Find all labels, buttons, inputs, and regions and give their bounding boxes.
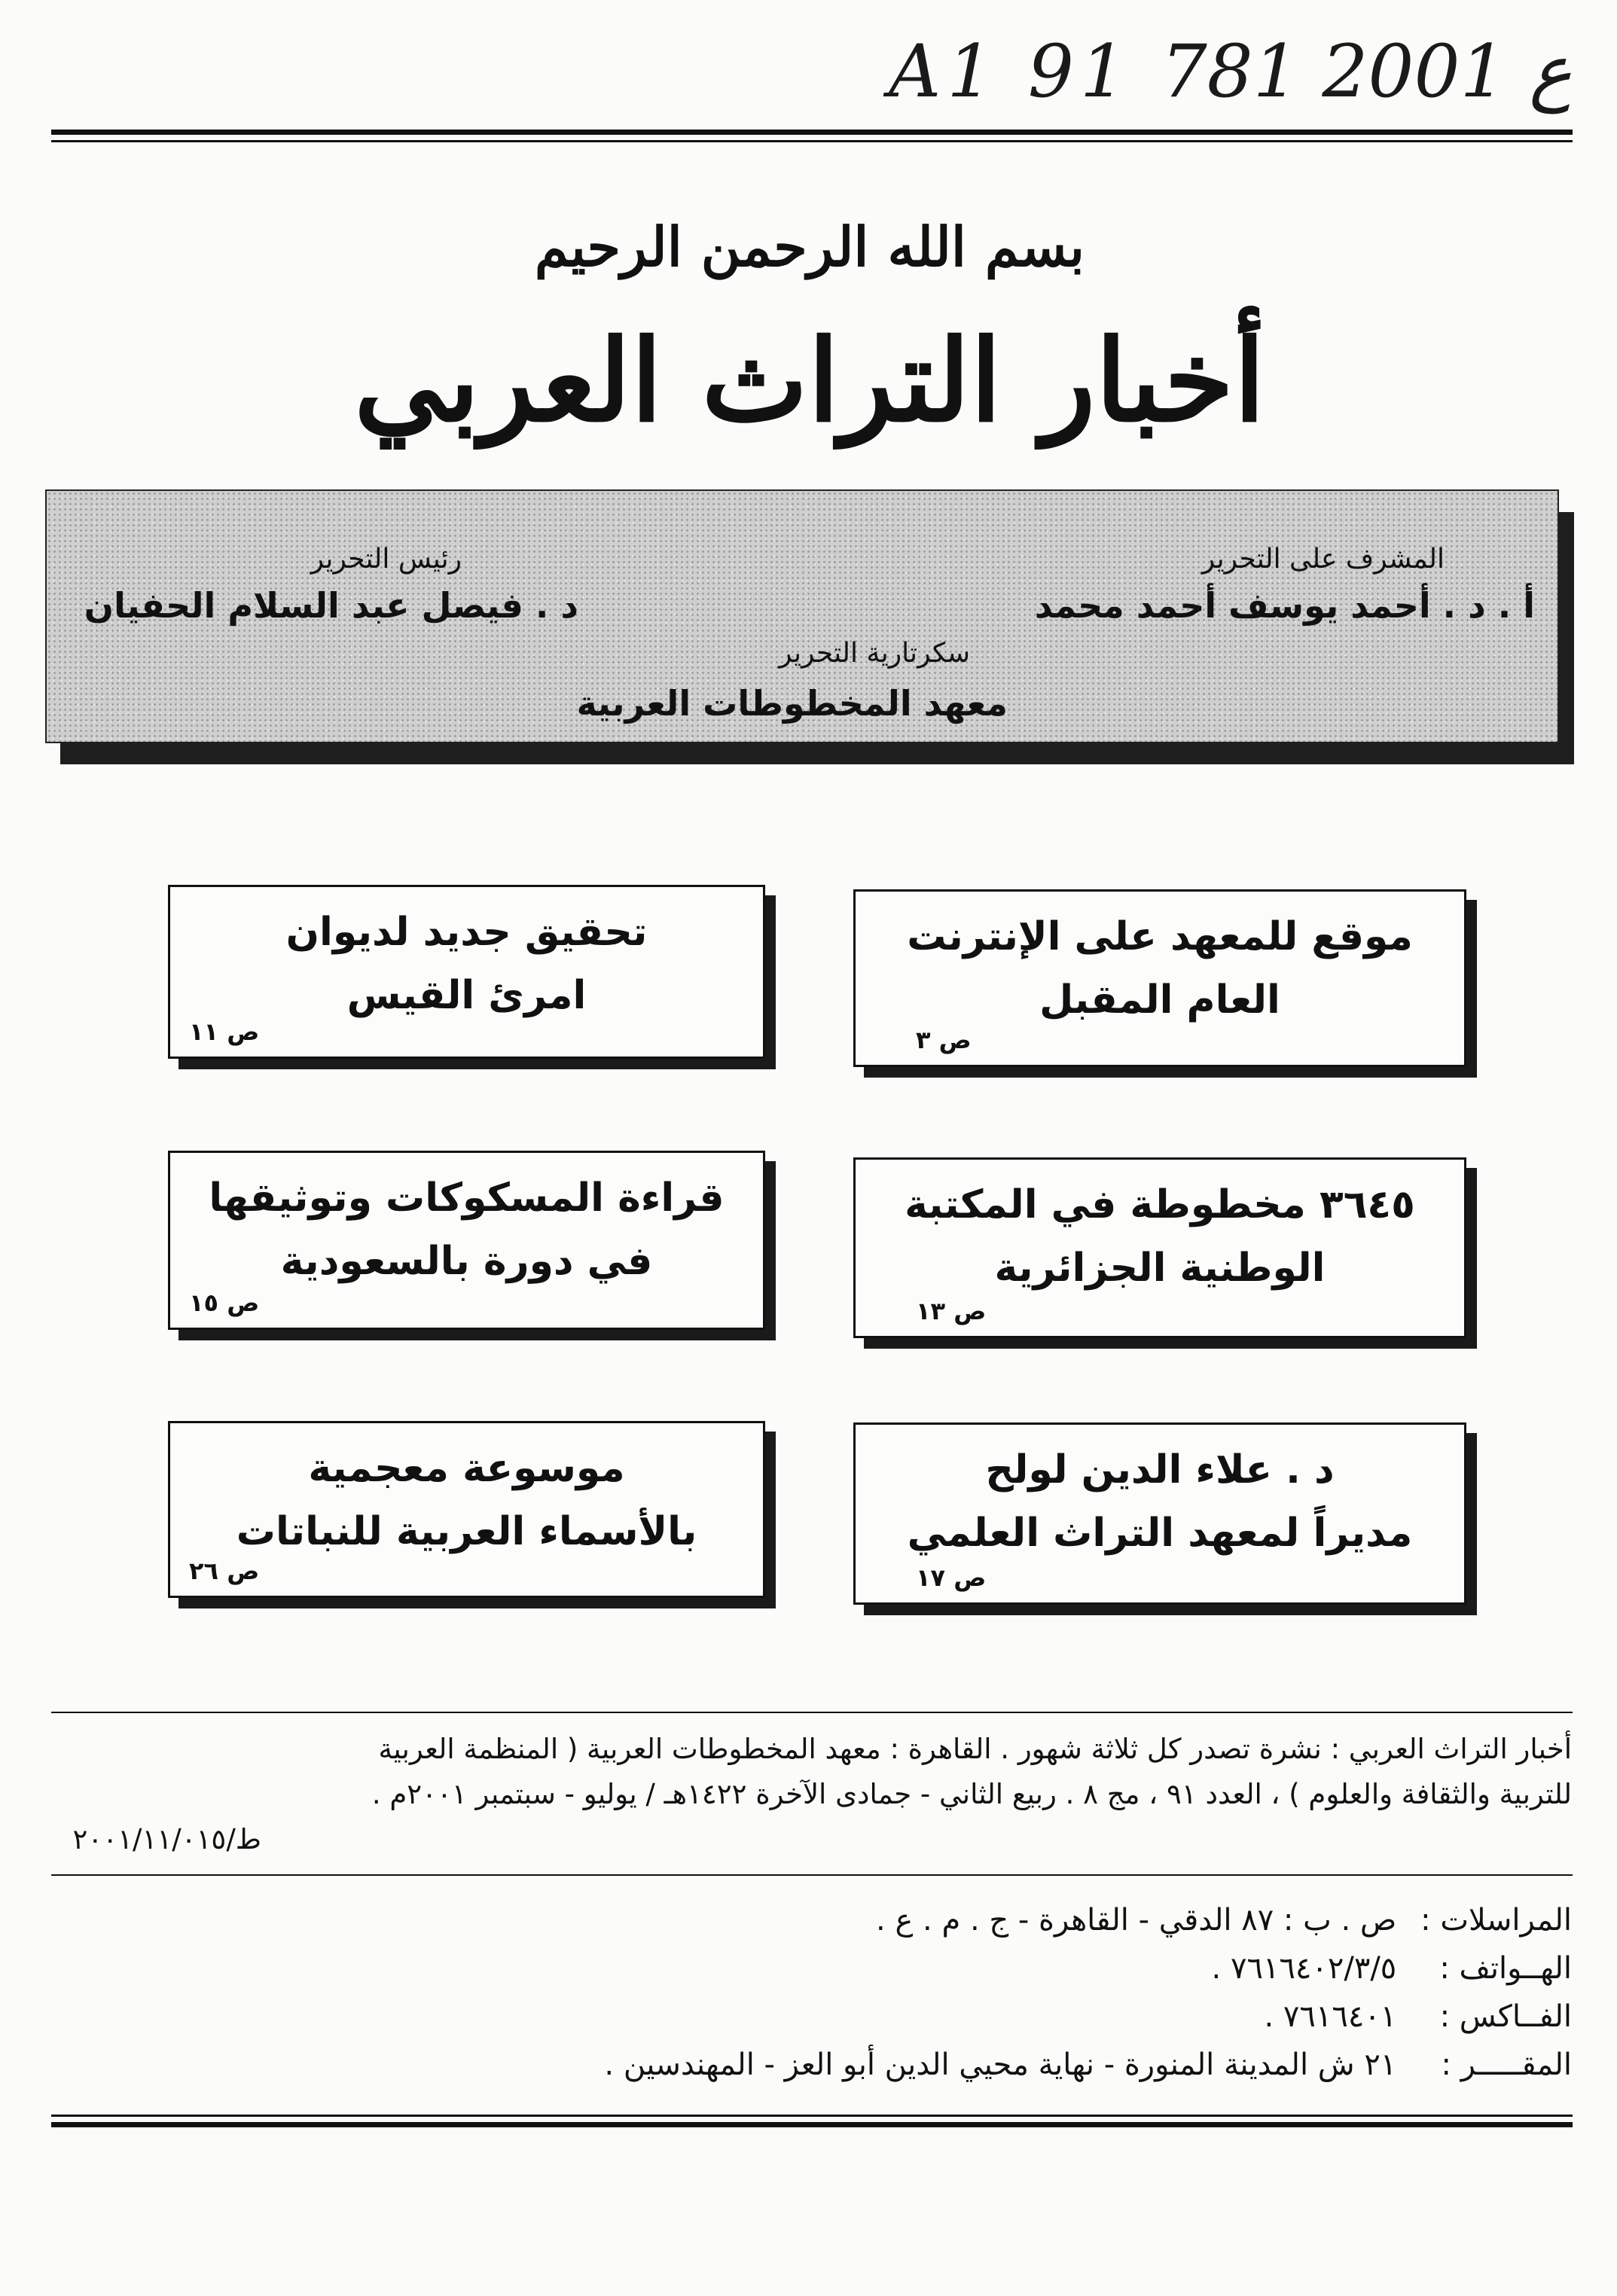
masthead-title: أخبار التراث العربي (354, 315, 1265, 447)
article-page: ص ١٣ (916, 1297, 987, 1325)
publication-info-line-2: للتربية والثقافة والعلوم ) ، العدد ٩١ ، مج ٨ . ربيع الثاني - جمادى الآخرة ١٤٢٢هـ / يوليو - سبتمبر ٢٠٠١م . (371, 1778, 1572, 1810)
article-title: ٣٦٤٥ مخطوطة في المكتبة الوطنية الجزائرية (905, 1182, 1415, 1291)
top-rule-thin (51, 140, 1573, 142)
contact-label: المراسلات : (1420, 1903, 1572, 1938)
article-box (168, 885, 765, 1059)
article-page: ص ١٧ (916, 1563, 987, 1592)
article-title: موقع للمعهد على الإنترنت العام المقبل (907, 914, 1413, 1023)
footer-rule-top (51, 1712, 1573, 1713)
contact-value: ٧٦١٦٤٠٢/٣/٥ . (1211, 1951, 1397, 1986)
publication-info-line-1: أخبار التراث العربي : نشرة تصدر كل ثلاثة شهور . القاهرة : معهد المخطوطات العربية ( المنظمة العربية (378, 1733, 1572, 1765)
secretariat-label: سكرتارية التحرير (779, 638, 970, 669)
article-box (853, 889, 1466, 1067)
article-page: ص ٢٦ (189, 1557, 260, 1585)
top-rule-thick (51, 130, 1573, 135)
contact-correspondence (876, 1898, 1572, 1943)
basmala: بسم الله الرحمن الرحيم (534, 215, 1085, 279)
editorial-box (45, 489, 1559, 743)
bottom-rule-thin (51, 2115, 1573, 2117)
article-box (168, 1151, 765, 1330)
supervisor-name: أ . د . أحمد يوسف أحمد محمد (1034, 585, 1535, 626)
article-title: تحقيق جديد لديوان امرئ القيس (285, 910, 648, 1018)
secretariat-name: معهد المخطوطات العربية (576, 683, 1008, 724)
supervisor-label: المشرف على التحرير (1201, 544, 1445, 575)
article-page: ص ٣ (916, 1026, 972, 1054)
contact-label: المقـــــر : (1441, 2047, 1572, 2082)
contact-value: ص . ب : ٨٧ الدقي - القاهرة - ج . م . ع . (876, 1903, 1397, 1938)
article-page: ص ١١ (189, 1017, 260, 1046)
contact-value: ٢١ ش المدينة المنورة - نهاية محيي الدين أبو العز - المهندسين . (604, 2047, 1397, 2082)
contact-value: ٧٦١٦٤٠١ . (1264, 1999, 1397, 2034)
article-page: ص ١٥ (189, 1288, 260, 1317)
article-box (168, 1421, 765, 1598)
publication-deposit-number: ط/٢٠٠١/١١/٠١٥ (72, 1823, 261, 1855)
handwritten-catalog-number: A1 91 ع 2001 781 (889, 29, 1573, 114)
article-box (853, 1422, 1466, 1605)
article-title: موسوعة معجمية بالأسماء العربية للنباتات (236, 1446, 697, 1554)
contact-fax (1264, 1994, 1572, 2039)
contact-address (604, 2042, 1572, 2087)
article-title: قراءة المسكوكات وتوثيقها في دورة بالسعودية (209, 1175, 725, 1284)
chief-editor-name: د . فيصل عبد السلام الحفيان (84, 585, 578, 626)
article-box (853, 1157, 1466, 1338)
footer-rule-middle (51, 1874, 1573, 1876)
chief-editor-label: رئيس التحرير (310, 544, 462, 575)
article-title: د . علاء الدين لولح مديراً لمعهد التراث العلمي (907, 1447, 1413, 1556)
contact-label: الهــواتف : (1439, 1951, 1572, 1986)
contact-phones (1212, 1946, 1572, 1991)
contact-label: الفــاكس : (1439, 1999, 1572, 2034)
bottom-rule-thick (51, 2122, 1573, 2127)
